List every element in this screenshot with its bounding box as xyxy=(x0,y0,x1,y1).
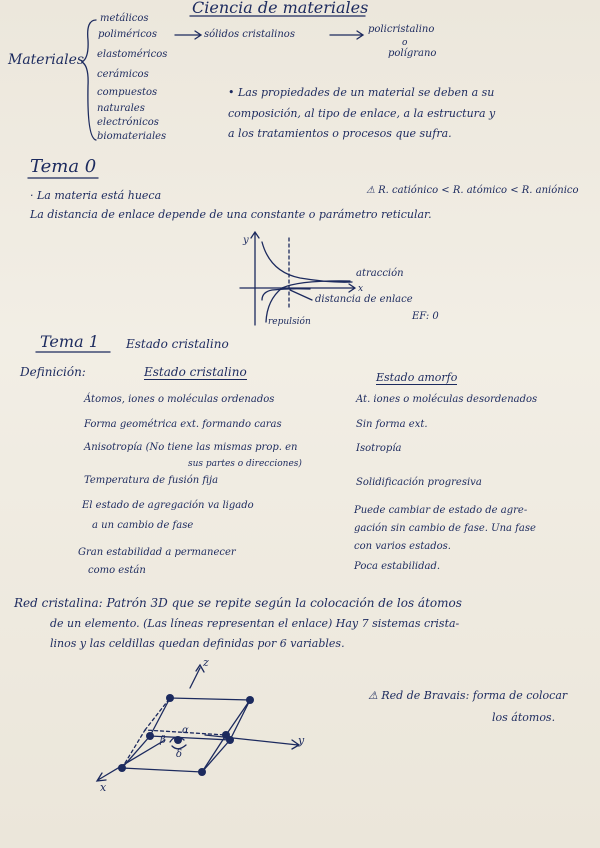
comparison-left: Forma geométrica ext. formando caras xyxy=(84,419,282,430)
bond-distance-note: La distancia de enlace depende de una constante o parámetro reticular. xyxy=(30,208,432,221)
page-title: Ciencia de materiales xyxy=(192,0,369,17)
cell-z-label: z xyxy=(203,656,209,669)
definition-label: Definición: xyxy=(20,365,86,379)
attraction-label: atracción xyxy=(356,268,404,279)
materials-brace xyxy=(82,20,96,140)
comparison-right: Puede cambiar de estado de agre- xyxy=(354,505,528,516)
cell-x-label: x xyxy=(100,781,107,794)
col-header-crystal: Estado cristalino xyxy=(144,365,247,379)
repulsion-label: repulsión xyxy=(268,317,311,327)
atom xyxy=(198,768,206,776)
comparison-left-cont: sus partes o direcciones) xyxy=(188,459,302,469)
atom xyxy=(246,696,254,704)
comparison-left: Anisotropía (No tiene las mismas prop. en xyxy=(84,442,298,453)
bond-energy-graph xyxy=(240,232,355,325)
comparison-right: At. iones o moléculas desordenados xyxy=(356,394,538,405)
lattice-text: de un elemento. (Las líneas representan el enlace) Hay 7 sistemas crista- xyxy=(50,617,460,630)
unit-cell-drawing xyxy=(97,665,299,781)
comparison-left-cont: a un cambio de fase xyxy=(92,520,194,531)
angle-beta: β xyxy=(160,735,166,746)
graph-y-label: y xyxy=(243,235,249,246)
materials-label: Materiales xyxy=(8,52,85,68)
angle-gamma: δ xyxy=(176,749,183,760)
solids-label: sólidos cristalinos xyxy=(204,29,295,40)
material-item: poliméricos xyxy=(98,29,157,40)
angle-alpha: α xyxy=(182,725,189,736)
props-line: a los tratamientos o procesos que sufra. xyxy=(228,127,452,140)
arrow-to-solids xyxy=(175,31,201,39)
arrow-to-poly xyxy=(330,31,363,39)
comparison-left: Gran estabilidad a permanecer xyxy=(78,547,236,558)
atom xyxy=(146,732,154,740)
lattice-text: Red cristalina: Patrón 3D que se repite según la colocación de los átomos xyxy=(14,596,462,610)
material-item: naturales xyxy=(97,103,145,114)
col-header-amorphous: Estado amorfo xyxy=(376,371,458,384)
material-item: metálicos xyxy=(100,13,149,24)
material-item: electrónicos xyxy=(97,117,159,128)
atom xyxy=(118,764,126,772)
material-item: cerámicos xyxy=(97,69,149,80)
tema0-heading: Tema 0 xyxy=(30,156,97,177)
props-line: • Las propiedades de un material se deben a su xyxy=(228,86,495,99)
comparison-right-cont: gación sin cambio de fase. Una fase xyxy=(354,523,536,534)
bravais-note-cont: los átomos. xyxy=(492,711,556,724)
repulsion-curve xyxy=(262,289,310,300)
comparison-left: El estado de agregación va ligado xyxy=(82,500,254,511)
tema1-subtitle: Estado cristalino xyxy=(126,337,229,351)
axis-x xyxy=(97,740,165,781)
poly-label: policristalino xyxy=(368,24,435,35)
graph-y-axis xyxy=(251,232,259,325)
cell-hidden xyxy=(122,698,226,768)
atom xyxy=(174,736,182,744)
poly-grain: polígrano xyxy=(388,48,437,59)
comparison-right-cont: con varios estados. xyxy=(354,541,451,552)
atom xyxy=(222,731,230,739)
cell-y-label: y xyxy=(298,734,305,747)
comparison-left: Temperatura de fusión fija xyxy=(84,475,219,486)
ef-label: EF: 0 xyxy=(412,311,439,322)
radii-note: ⚠ R. catiónico < R. atómico < R. aniónico xyxy=(366,185,579,196)
distance-arrow xyxy=(290,290,312,300)
comparison-left-cont: como están xyxy=(88,565,146,576)
comparison-left: Átomos, iones o moléculas ordenados xyxy=(84,394,275,405)
poly-or: o xyxy=(402,38,408,48)
axis-z xyxy=(190,665,204,688)
graph-x-axis xyxy=(240,284,355,292)
material-item: elastoméricos xyxy=(97,49,168,60)
bravais-note: ⚠ Red de Bravais: forma de colocar xyxy=(368,689,568,702)
props-line: composición, al tipo de enlace, a la estructura y xyxy=(228,107,496,120)
comparison-right: Solidificación progresiva xyxy=(356,477,482,488)
bond-distance-label: distancia de enlace xyxy=(315,294,413,305)
hollow-matter: · La materia está hueca xyxy=(30,189,162,202)
atom xyxy=(166,694,174,702)
material-item: compuestos xyxy=(97,87,158,98)
comparison-right: Sin forma ext. xyxy=(356,419,428,430)
comparison-right: Poca estabilidad. xyxy=(354,561,441,572)
attraction-curve xyxy=(262,242,352,282)
comparison-right: Isotropía xyxy=(356,443,402,454)
material-item: biomateriales xyxy=(97,131,167,142)
tema1-heading: Tema 1 xyxy=(40,332,99,351)
axis-y xyxy=(205,735,299,749)
lattice-text: linos y las celdillas quedan definidas por 6 variables. xyxy=(50,637,345,650)
graph-x-label: x xyxy=(358,284,364,294)
